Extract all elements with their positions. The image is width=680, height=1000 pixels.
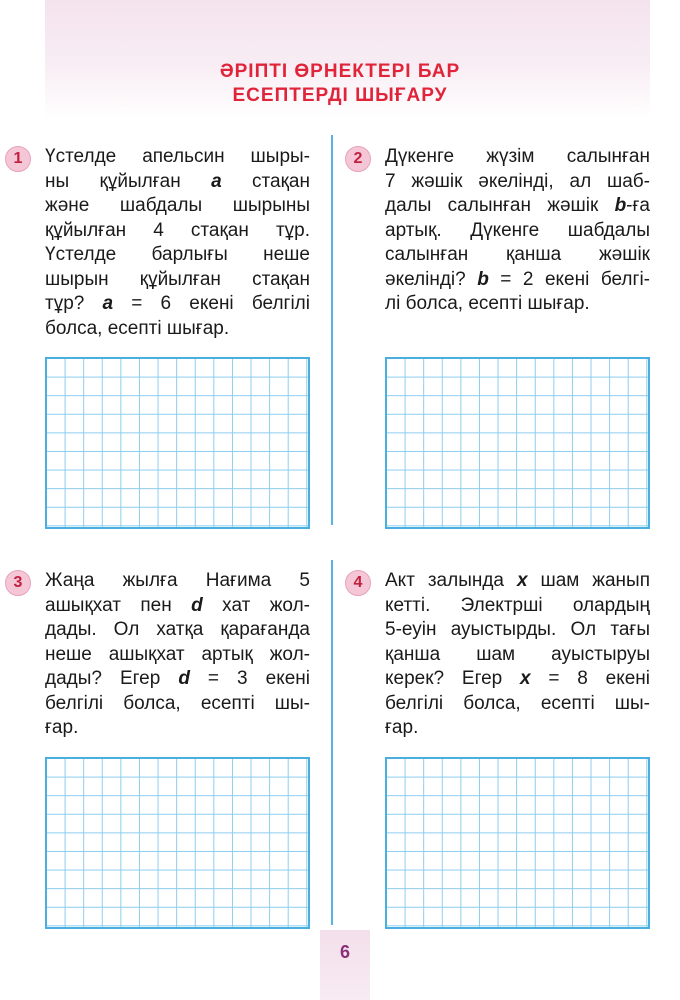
variable: x (520, 668, 531, 689)
task-text-4 (385, 569, 650, 741)
task-line-text: далы салынған жәшік (385, 195, 615, 216)
task-line-text: болса, есепті шығар. (45, 317, 230, 339)
task-line-text: ғар. (385, 717, 419, 738)
task-line (385, 170, 650, 195)
task-line-text: 7 жәшік әкелінді, ал шаб- (385, 170, 650, 192)
task-line-text: кетті. Электрші олардың (385, 594, 650, 616)
task-line-text: неше ашықхат артық жол- (45, 643, 310, 665)
variable: d (191, 594, 203, 616)
task-line-text: = 8 екені (530, 668, 651, 689)
variable: a (211, 170, 222, 192)
task-line-text: ғар. (45, 717, 79, 738)
task-line-text: = 3 екені (189, 668, 310, 689)
task-line-text: = 2 екені белгі- (488, 268, 650, 290)
task-line-text: 5-еуін ауыстырды. Ол тағы (385, 619, 650, 640)
task-number-badge-4: 4 (345, 570, 371, 596)
answer-grid-2[interactable] (385, 357, 650, 529)
column-divider-bottom (331, 560, 333, 925)
variable: b (477, 268, 489, 290)
answer-grid-3[interactable] (45, 757, 310, 929)
task-line (45, 292, 310, 317)
task-line-text: Дүкенге жүзім салынған (385, 146, 650, 167)
task-text-1 (45, 145, 310, 341)
task-line-text: ашықхат пен (45, 594, 192, 616)
task-line (45, 692, 310, 717)
task-line-text: қанша шам ауыстыруы (385, 643, 650, 665)
task-line-text: артық. Дүкенге шабдалы (385, 219, 650, 241)
task-line-text: Жаңа жылға Нағима 5 (45, 570, 310, 591)
task-line (385, 268, 650, 293)
task-line-text: тұр? (45, 293, 103, 314)
variable: b (614, 195, 627, 216)
task-line (385, 145, 650, 170)
task-line (45, 618, 310, 643)
task-line (45, 317, 310, 342)
task-line-text: Үстелде апельсин шыры- (45, 146, 310, 167)
task-number-badge-3: 3 (5, 570, 31, 596)
task-line-text: стақан (221, 170, 310, 192)
task-line-text: хат жол- (202, 594, 310, 616)
task-line (385, 667, 650, 692)
page-number: 6 (339, 942, 350, 962)
task-number-badge-1: 1 (5, 146, 31, 172)
task-line-text: = 6 екені белгілі (113, 293, 310, 314)
task-line-text: әкелінді? (385, 268, 478, 290)
task-line (385, 219, 650, 244)
task-line (45, 594, 310, 619)
task-line-text: салынған қанша жәшік (385, 244, 650, 265)
task-line (385, 292, 650, 317)
answer-grid-1[interactable] (45, 357, 310, 529)
variable: a (102, 293, 114, 314)
task-line-text: Үстелде барлығы неше (45, 244, 310, 265)
task-line (385, 594, 650, 619)
variable: x (516, 570, 528, 591)
variable: d (178, 668, 190, 689)
task-line (45, 643, 310, 668)
task-text-3 (45, 569, 310, 741)
task-line (45, 569, 310, 594)
task-line (385, 692, 650, 717)
task-line-text: шам жанып (527, 570, 650, 591)
task-line-text: белгілі болса, есепті шы- (385, 692, 650, 714)
task-line-text: -ға (626, 195, 650, 216)
task-line (45, 243, 310, 268)
task-text-2 (385, 145, 650, 317)
task-line (45, 219, 310, 244)
task-line (385, 194, 650, 219)
task-line-text: шырын құйылған стақан (45, 268, 310, 290)
answer-grid-4[interactable] (385, 757, 650, 929)
task-line (45, 194, 310, 219)
column-divider-top (331, 135, 333, 525)
task-line (45, 667, 310, 692)
task-line-text: лі болса, есепті шығар. (385, 293, 590, 314)
task-line-text: белгілі болса, есепті шы- (45, 692, 310, 714)
task-line-text: құйылған 4 стақан тұр. (45, 219, 310, 241)
task-line (385, 569, 650, 594)
task-line (385, 243, 650, 268)
task-line-text: ны құйылған (45, 170, 212, 192)
task-line (45, 145, 310, 170)
task-line-text: және шабдалы шырыны (45, 195, 310, 216)
task-line (385, 643, 650, 668)
task-line (385, 716, 650, 741)
task-line-text: керек? Егер (385, 668, 521, 689)
task-line (45, 170, 310, 195)
task-line-text: Акт залында (385, 570, 517, 591)
task-line-text: дады? Егер (45, 668, 179, 689)
task-number-badge-2: 2 (345, 146, 371, 172)
title-line-1: ӘРІПТІ ӨРНЕКТЕРІ БАР (219, 61, 461, 82)
task-line (45, 716, 310, 741)
task-line (45, 268, 310, 293)
task-line (385, 618, 650, 643)
page-title (0, 60, 680, 108)
footer-band (320, 930, 370, 1000)
task-line-text: дады. Ол хатқа қарағанда (45, 619, 310, 640)
title-line-2: ЕСЕПТЕРДІ ШЫҒАРУ (232, 85, 448, 106)
